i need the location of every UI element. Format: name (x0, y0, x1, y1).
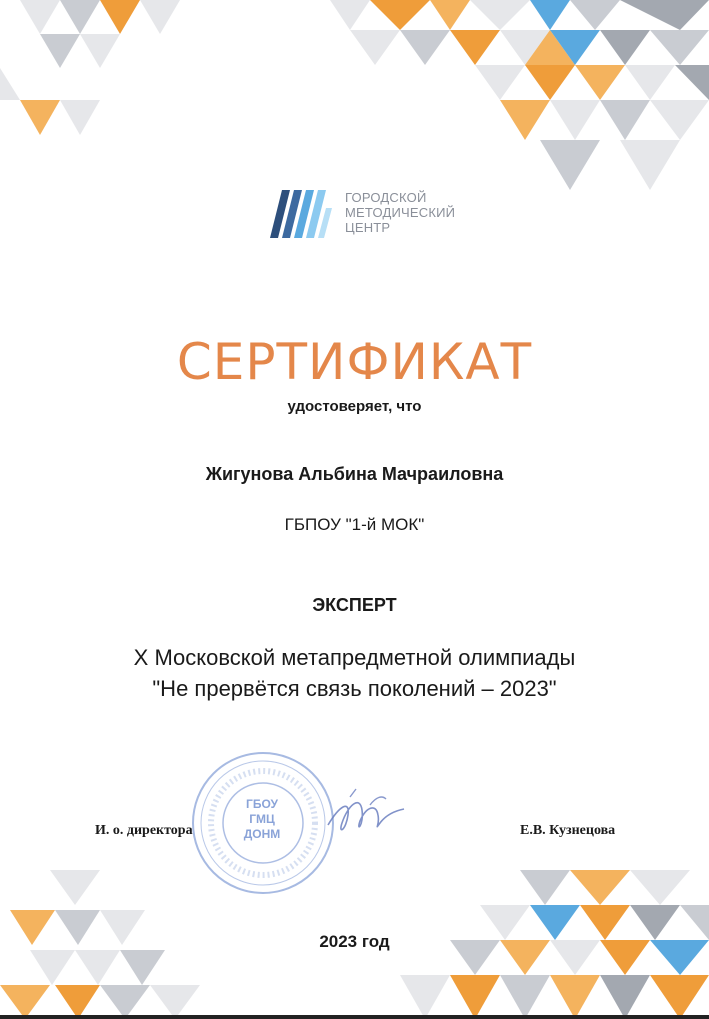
certificate-title: СЕРТИФИКАТ (176, 333, 533, 391)
stamp-text (230, 797, 294, 842)
certificate-year: 2023 год (319, 932, 390, 951)
director-name-label: Е.В. Кузнецова (520, 823, 616, 838)
event-line-1: X Московской метапредметной олимпиады (133, 645, 576, 670)
bottom-border-line (0, 1015, 709, 1019)
recipient-organization: ГБПОУ "1-й МОК" (284, 515, 425, 534)
recipient-role: ЭКСПЕРТ (312, 595, 397, 615)
logo-line-3: ЦЕНТР (345, 220, 391, 235)
stamp-line-2: ГМЦ (249, 812, 275, 826)
director-title-label: И. о. директора (95, 823, 193, 838)
certificate-subtitle: удостоверяет, что (287, 398, 422, 415)
logo-line-2: МЕТОДИЧЕСКИЙ (345, 205, 456, 220)
recipient-name: Жигунова Альбина Мачраиловна (205, 464, 504, 484)
event-line-2: "Не прервётся связь поколений – 2023" (152, 676, 557, 701)
logo-line-1: ГОРОДСКОЙ (345, 190, 427, 205)
stamp-line-1: ГБОУ (246, 797, 278, 811)
stamp-line-3: ДОНМ (243, 827, 281, 841)
logo-text (345, 190, 455, 235)
top-right-triangles (330, 0, 709, 190)
handwritten-signature (320, 785, 410, 845)
top-left-triangles (0, 0, 180, 135)
